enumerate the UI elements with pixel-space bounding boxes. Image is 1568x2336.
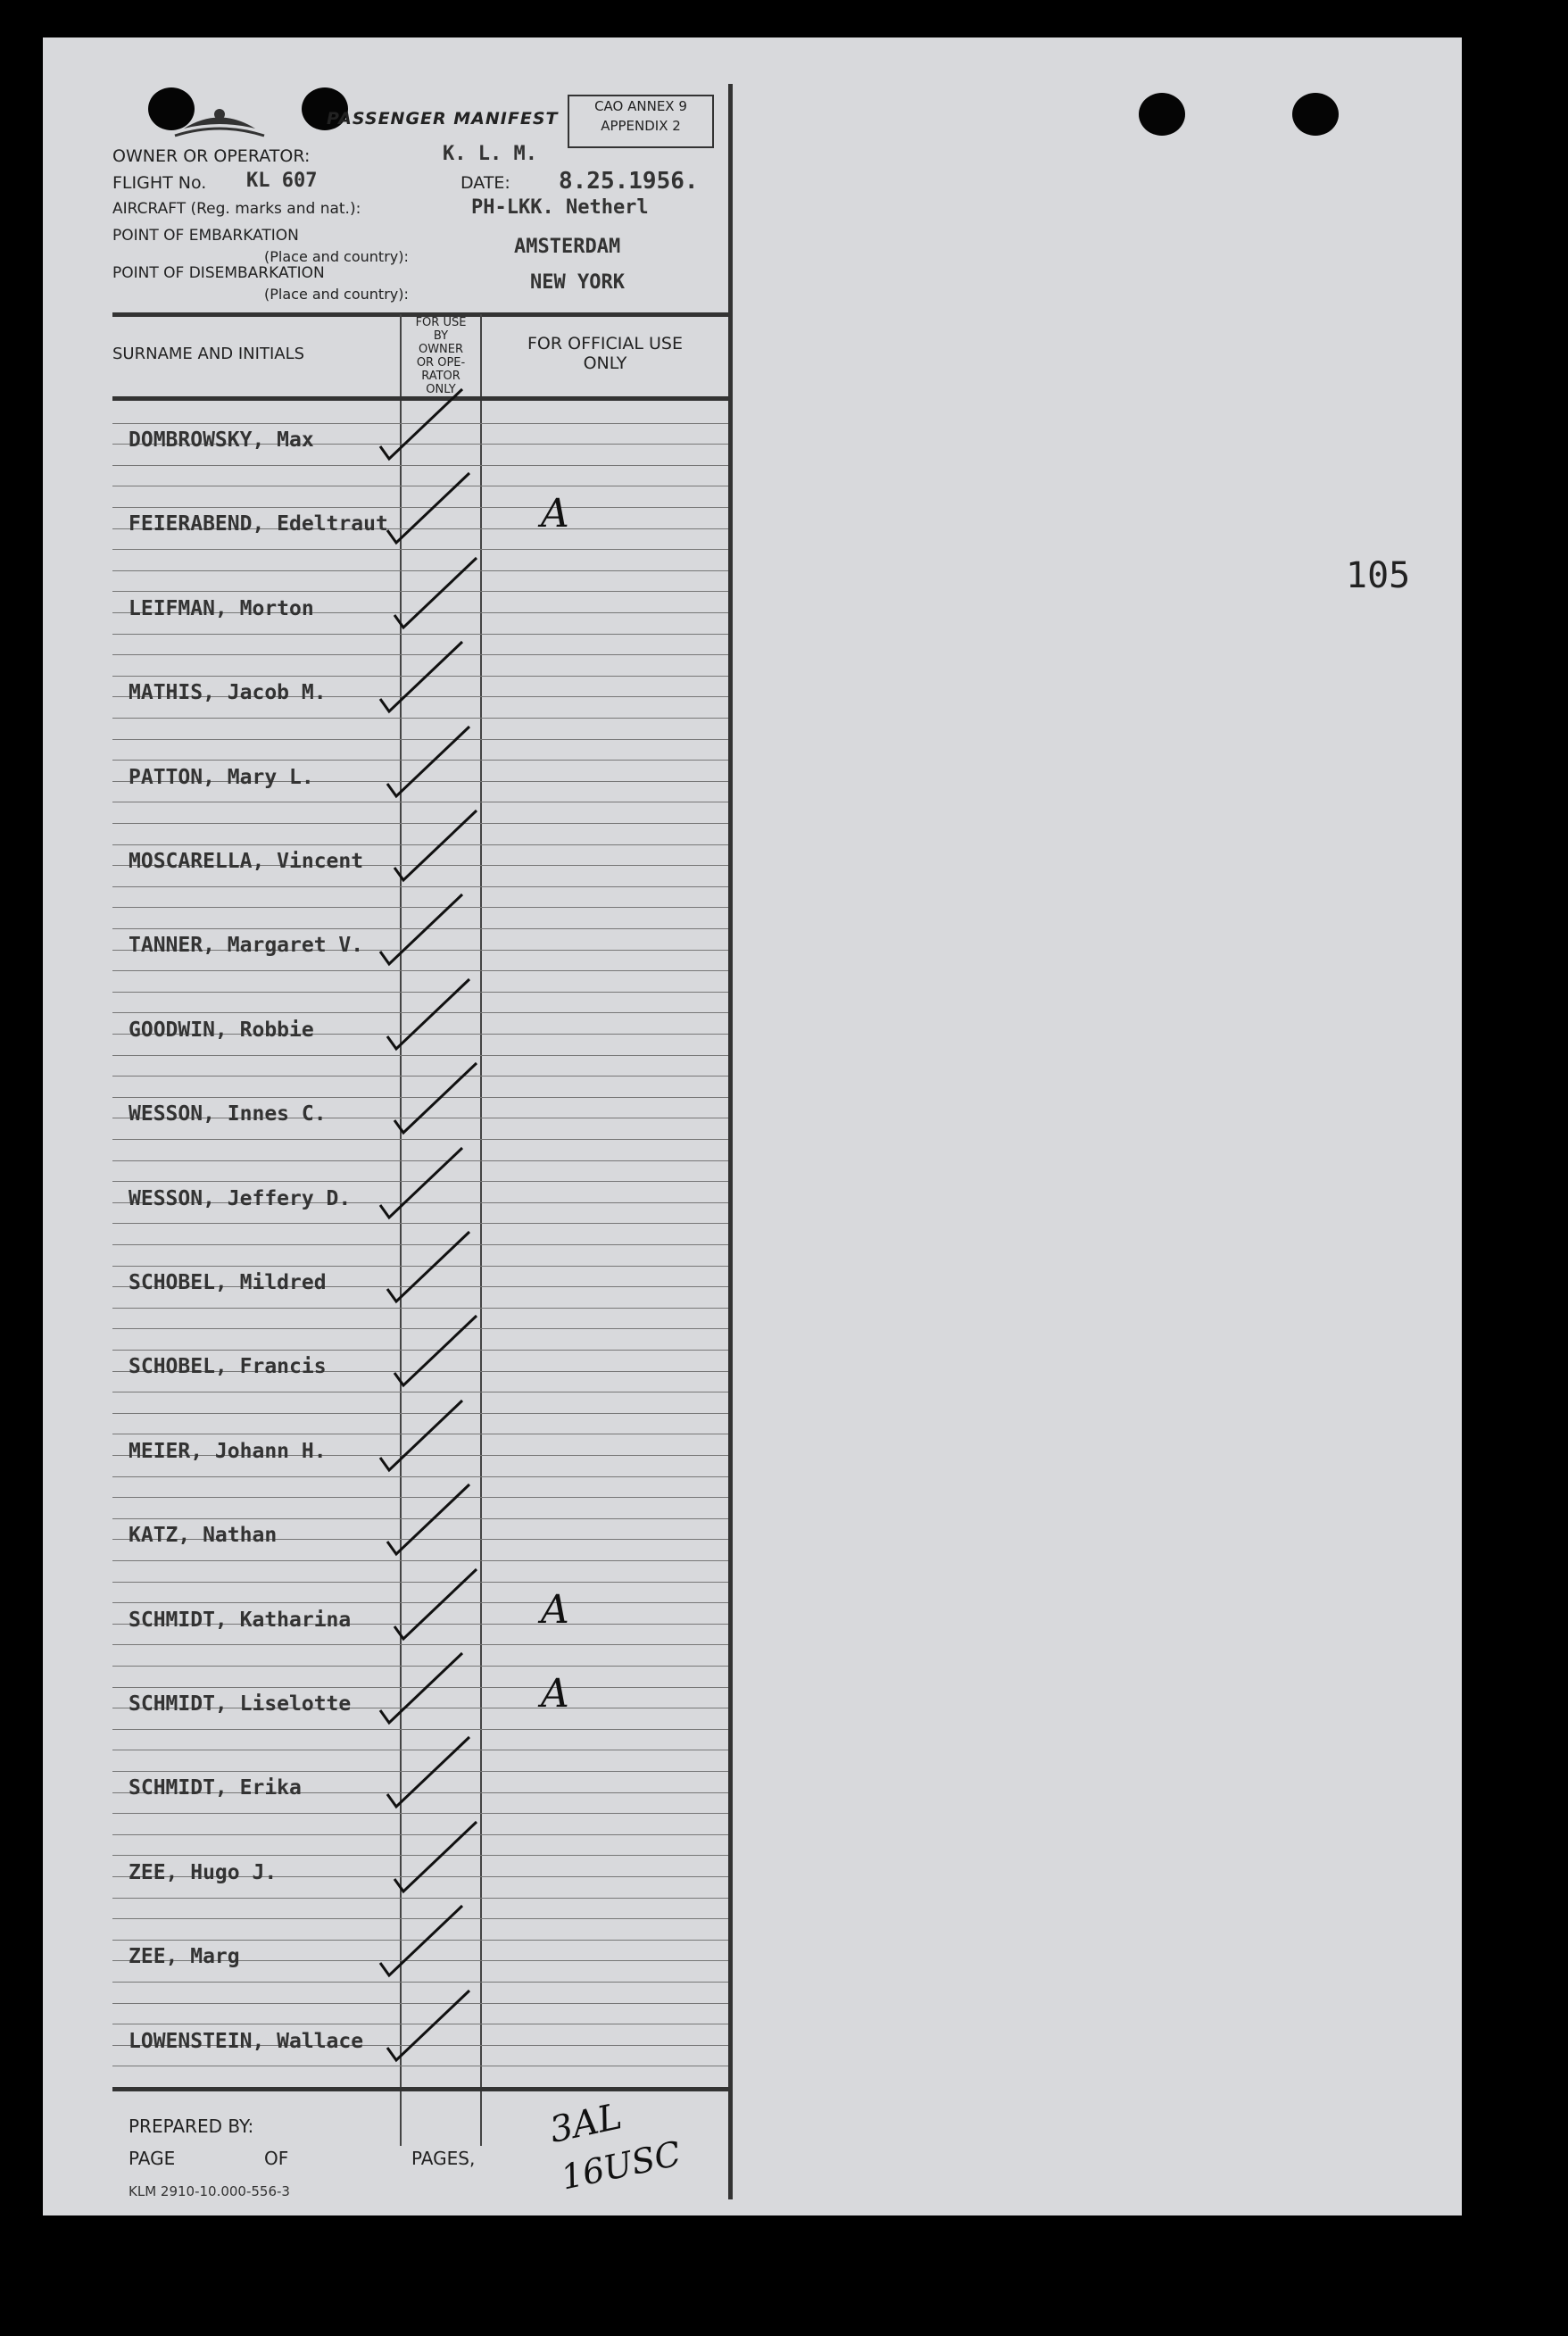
passenger-name: WESSON, Jeffery D.	[129, 1186, 352, 1210]
handwritten-note-1: 3AL	[546, 2096, 626, 2151]
checkmark-icon	[380, 468, 478, 548]
ruling-line	[112, 549, 728, 550]
date-label: DATE:	[460, 173, 510, 193]
ruling-line	[112, 634, 728, 635]
checkmark-icon	[373, 1395, 471, 1476]
manifest-sheet	[43, 37, 1462, 2215]
passenger-name: SCHMIDT, Erika	[129, 1776, 302, 1800]
embarkation-value: AMSTERDAM	[514, 236, 621, 258]
ruling-line	[112, 1644, 728, 1645]
checkmark-icon	[380, 974, 478, 1054]
cao-appendix-line: APPENDIX 2	[601, 118, 681, 134]
checkmark-icon	[387, 1058, 485, 1138]
passenger-name: MOSCARELLA, Vincent	[129, 850, 364, 873]
ruling-line	[112, 886, 728, 887]
checkmark-icon	[373, 889, 471, 969]
ruling-line	[112, 1898, 728, 1899]
ruling-line	[112, 718, 728, 719]
checkmark-icon	[387, 1816, 485, 1897]
passenger-name: TANNER, Margaret V.	[129, 934, 364, 958]
owner-use-line: OR OPE-	[416, 356, 466, 370]
aircraft-value: PH-LKK. Netherl	[471, 196, 649, 219]
checkmark-icon	[373, 384, 471, 464]
official-use-line: FOR OFFICIAL USE	[527, 334, 683, 353]
checkmark-icon	[387, 1310, 485, 1391]
passenger-name: KATZ, Nathan	[129, 1524, 278, 1548]
passenger-name: SCHOBEL, Mildred	[129, 1271, 327, 1294]
flight-value: KL 607	[246, 170, 318, 192]
disembarkation-sub: (Place and country):	[264, 286, 409, 303]
ruling-line	[112, 1223, 728, 1224]
ruling-line	[112, 1813, 728, 1814]
owner-use-line: ONLY	[426, 383, 456, 396]
owner-use-line: FOR USE	[415, 316, 467, 329]
passenger-name: MATHIS, Jacob M.	[129, 681, 327, 705]
embarkation-sub: (Place and country):	[264, 248, 409, 265]
ruling-line	[112, 465, 728, 466]
passenger-name: LOWENSTEIN, Wallace	[129, 2029, 364, 2053]
passenger-name: GOODWIN, Robbie	[129, 1018, 314, 1042]
official-use-line: ONLY	[583, 353, 627, 373]
of-label: OF	[264, 2148, 289, 2169]
checkmark-icon	[387, 1564, 485, 1644]
embarkation-label: POINT OF EMBARKATION	[112, 227, 299, 245]
page-number: 105	[1346, 555, 1411, 596]
passenger-name: FEIERABEND, Edeltraut	[129, 512, 388, 536]
checkmark-icon	[387, 805, 485, 885]
passenger-name: SCHMIDT, Liselotte	[129, 1692, 352, 1716]
footer-divider	[112, 2087, 728, 2091]
ruling-line	[112, 1308, 728, 1309]
punch-hole-right-1	[1139, 93, 1185, 136]
official-mark: A	[541, 1586, 569, 1633]
ruling-line	[112, 1055, 728, 1056]
punch-hole-right-2	[1292, 93, 1339, 136]
flight-label: FLIGHT No.	[112, 173, 207, 193]
checkmark-icon	[380, 721, 478, 802]
official-mark: A	[541, 491, 569, 537]
ruling-line	[112, 1476, 728, 1477]
passenger-name: PATTON, Mary L.	[129, 765, 314, 789]
ruling-line	[112, 1982, 728, 1983]
checkmark-icon	[373, 1648, 471, 1728]
prepared-by-label: PREPARED BY:	[129, 2116, 254, 2137]
passenger-name: SCHMIDT, Katharina	[129, 1608, 352, 1632]
aircraft-label: AIRCRAFT (Reg. marks and nat.):	[112, 200, 361, 218]
owner-use-line: OWNER	[418, 343, 464, 356]
col-header-official-use	[482, 334, 728, 373]
passenger-name: LEIFMAN, Morton	[129, 596, 314, 620]
checkmark-icon	[373, 636, 471, 717]
passenger-name: SCHOBEL, Francis	[129, 1355, 327, 1379]
passenger-name: ZEE, Marg	[129, 1945, 240, 1969]
passenger-name: DOMBROWSKY, Max	[129, 428, 314, 452]
checkmark-icon	[387, 553, 485, 633]
passenger-name: WESSON, Innes C.	[129, 1102, 327, 1126]
disembarkation-value: NEW YORK	[530, 271, 625, 294]
checkmark-icon	[380, 1226, 478, 1307]
form-title: PASSENGER MANIFEST	[327, 109, 559, 129]
checkmark-icon	[380, 1732, 478, 1812]
pages-label: PAGES,	[411, 2148, 476, 2169]
passenger-name: MEIER, Johann H.	[129, 1439, 327, 1463]
owner-use-line: RATOR	[421, 370, 460, 383]
official-mark: A	[541, 1671, 569, 1717]
ruling-line	[112, 1729, 728, 1730]
checkmark-icon	[373, 1143, 471, 1223]
form-code: KLM 2910-10.000-556-3	[129, 2183, 290, 2199]
cao-annex-line: CAO ANNEX 9	[594, 98, 687, 114]
manifest-form	[112, 84, 728, 2199]
checkmark-icon	[373, 1900, 471, 1981]
form-right-border	[728, 84, 733, 2199]
ruling-line	[112, 1139, 728, 1140]
col-header-surname: SURNAME AND INITIALS	[112, 345, 305, 363]
ruling-line	[112, 970, 728, 971]
disembarkation-label: POINT OF DISEMBARKATION	[112, 264, 325, 282]
owner-value: K. L. M.	[443, 143, 537, 165]
checkmark-icon	[380, 1985, 478, 2066]
handwritten-note-2: 16USC	[557, 2133, 684, 2198]
ruling-line	[112, 1560, 728, 1561]
cao-annex-box	[568, 95, 714, 148]
page-label: PAGE	[129, 2148, 176, 2169]
date-value: 8.25.1956.	[559, 168, 699, 195]
owner-label: OWNER OR OPERATOR:	[112, 146, 311, 166]
checkmark-icon	[380, 1479, 478, 1559]
passenger-name: ZEE, Hugo J.	[129, 1860, 278, 1884]
owner-use-line: BY	[433, 329, 449, 343]
